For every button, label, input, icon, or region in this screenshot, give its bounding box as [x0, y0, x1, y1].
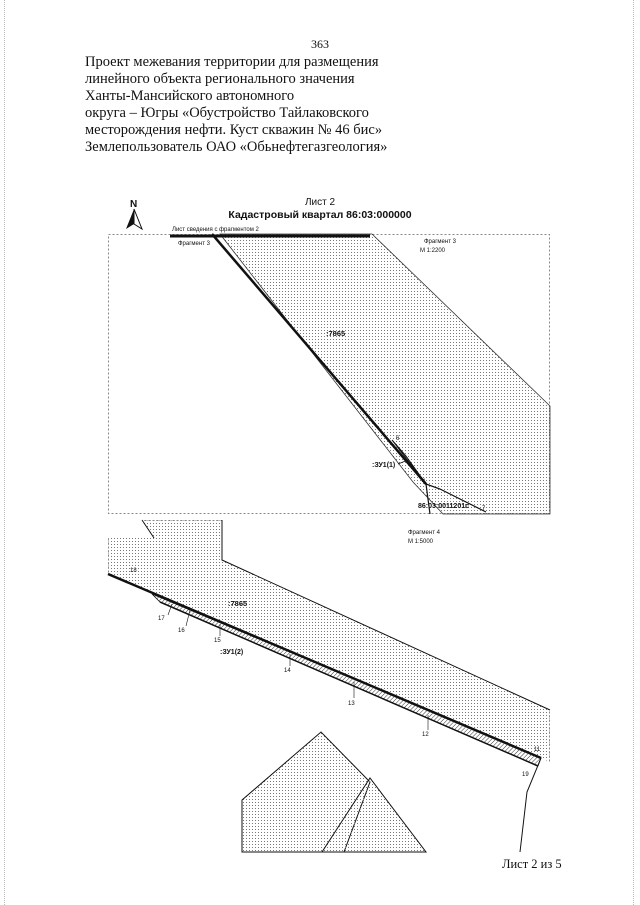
scan-right-edge — [633, 0, 635, 905]
title-line: Ханты-Мансийского автономного — [85, 88, 295, 104]
sheet-number: Лист 2 — [304, 197, 336, 208]
fragment-link-label: Лист сведения с фрагментом 2 — [172, 227, 259, 233]
title-line: Проект межевания территории для размещения — [85, 54, 379, 70]
title-line: месторождения нефти. Куст скважин № 46 бис» — [85, 122, 383, 138]
title-line: линейного объекта регионального значения — [85, 71, 355, 87]
point-label: 15 — [214, 638, 221, 644]
point-label: 11 — [534, 747, 541, 753]
fragment-3-label: Фрагмент 3 — [178, 241, 210, 247]
map-fragment-4 — [108, 520, 550, 852]
point-label: 19 — [522, 772, 529, 778]
title-line: округа – Югры «Обустройство Тайлаковского — [85, 105, 369, 121]
point-label: 12 — [422, 732, 429, 738]
document-title — [85, 54, 415, 156]
page-footer: Лист 2 из 5 — [502, 857, 562, 871]
point-label: 14 — [284, 668, 291, 674]
fragment-4-scale: М 1:5000 — [408, 539, 434, 545]
point-label: 16 — [178, 628, 185, 634]
north-arrow-icon — [122, 196, 146, 232]
fragment-4-title: Фрагмент 4 — [408, 530, 440, 536]
cadastral-quarter-title: Кадастровый квартал 86:03:000000 — [228, 209, 412, 221]
point-label: 13 — [348, 701, 355, 707]
point-label: 17 — [158, 616, 165, 622]
scan-left-edge — [4, 0, 6, 905]
map-fragment-3 — [108, 227, 550, 514]
point-label: 6 — [396, 436, 400, 442]
fragment-3-title: Фрагмент 3 — [424, 239, 456, 245]
title-line: Землепользователь ОАО «Обьнефтегазгеология» — [85, 139, 388, 155]
page-number: 363 — [311, 37, 329, 51]
point-label: 4 — [422, 479, 426, 485]
zone-label: :ЗУ1(1) — [372, 462, 396, 469]
north-letter: N — [130, 199, 138, 210]
cadastral-label: 86:03:0011201с — [418, 503, 469, 510]
zone-label: :ЗУ1(2) — [220, 649, 244, 656]
point-label: 7 — [482, 506, 486, 512]
fragment-3-scale: М 1:2200 — [420, 248, 446, 254]
sheet-header — [0, 197, 640, 222]
point-label: 18 — [130, 568, 137, 574]
parcel-label: :7865 — [228, 599, 248, 608]
parcel-label: :7865 — [326, 329, 346, 338]
